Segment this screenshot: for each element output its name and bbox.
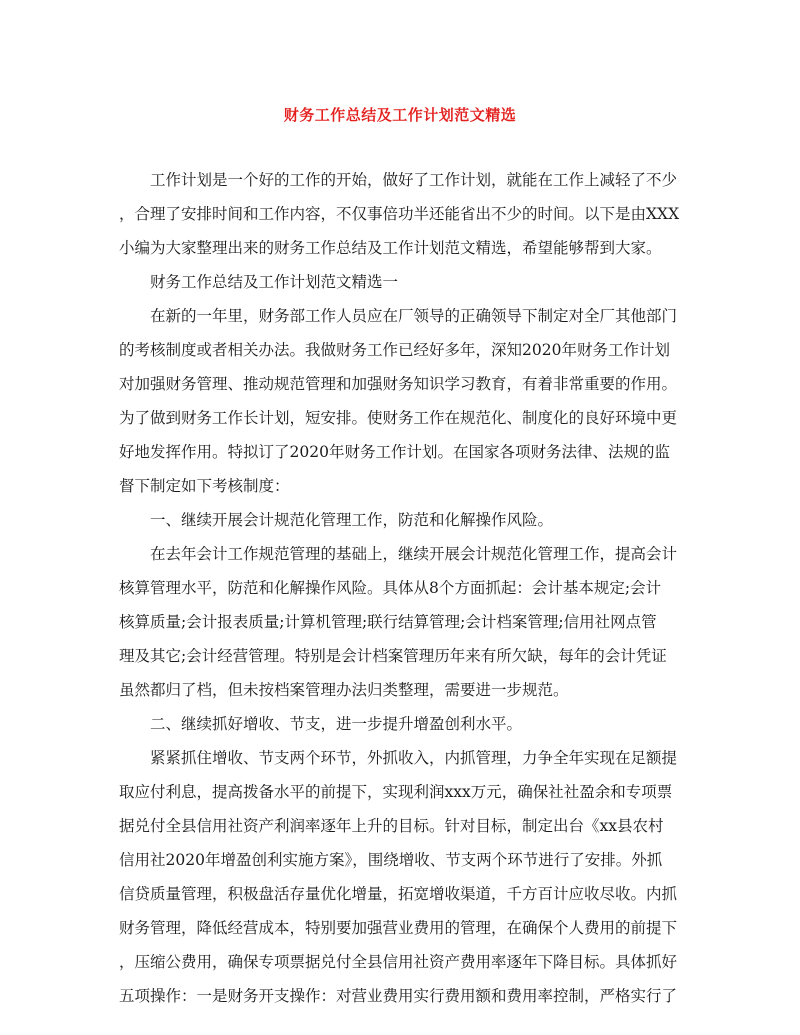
text-line: 为了做到财务工作长计划，短安排。使财务工作在规范化、制度化的良好环境中更 (119, 409, 678, 427)
text-line: 信用社2020年增盈创利实施方案》，围绕增收、节支两个环节进行了安排。外抓 (119, 851, 663, 869)
text-line: 信贷质量管理，积极盘活存量优化增量，拓宽增收渠道，千方百计应收尽收。内抓 (119, 885, 678, 903)
document-title: 财务工作总结及工作计划范文精选 (283, 106, 517, 124)
text-line: ，压缩公费用，确保专项票据兑付全县信用社资产费用率逐年下降目标。具体抓好 (119, 953, 678, 971)
text-line: 核算管理水平，防范和化解操作风险。具体从8个方面抓起：会计基本规定;会计 (119, 579, 662, 597)
text-line: 虽然都归了档，但未按档案管理办法归类整理，需要进一步规范。 (119, 681, 569, 699)
text-line: 督下制定如下考核制度： (119, 477, 290, 495)
text-line: 二、继续抓好增收、节支，进一步提升增盈创利水平。 (150, 715, 523, 733)
text-line: 理及其它;会计经营管理。特别是会计档案管理历年来有所欠缺，每年的会计凭证 (119, 647, 667, 665)
document-body (119, 163, 685, 1013)
text-line: ，合理了安排时间和工作内容，不仅事倍功半还能省出不少的时间。以下是由XXX (119, 205, 680, 223)
text-line: 对加强财务管理、推动规范管理和加强财务知识学习教育，有着非常重要的作用。 (119, 375, 678, 393)
text-line: 财务工作总结及工作计划范文精选一 (150, 273, 399, 291)
text-line: 据兑付全县信用社资产利润率逐年上升的目标。针对目标，制定出台《xx县农村 (119, 817, 664, 835)
text-line: 在新的一年里，财务部工作人员应在厂领导的正确领导下制定对全厂其他部门 (150, 307, 678, 325)
text-line: 小编为大家整理出来的财务工作总结及工作计划范文精选，希望能够帮到大家。 (119, 239, 662, 257)
text-line: 一、继续开展会计规范化管理工作，防范和化解操作风险。 (150, 511, 554, 529)
text-line: 财务管理，降低经营成本，特别要加强营业费用的管理，在确保个人费用的前提下 (119, 919, 678, 937)
text-line: 取应付利息，提高拨备水平的前提下，实现利润xxx万元，确保社社盈余和专项票 (119, 783, 673, 801)
text-line: 的考核制度或者相关办法。我做财务工作已经好多年，深知2020年财务工作计划 (119, 341, 670, 359)
text-line: 五项操作：一是财务开支操作：对营业费用实行费用额和费用率控制，严格实行了 (119, 987, 678, 1005)
text-line: 工作计划是一个好的工作的开始，做好了工作计划，就能在工作上减轻了不少 (150, 171, 678, 189)
text-line: 好地发挥作用。特拟订了2020年财务工作计划。在国家各项财务法律、法规的监 (119, 443, 670, 461)
text-line: 核算质量;会计报表质量;计算机管理;联行结算管理;会计档案管理;信用社网点管 (119, 613, 657, 631)
text-line: 紧紧抓住增收、节支两个环节，外抓收入，内抓管理，力争全年实现在足额提 (150, 749, 678, 767)
text-line: 在去年会计工作规范管理的基础上，继续开展会计规范化管理工作，提高会计 (150, 545, 678, 563)
